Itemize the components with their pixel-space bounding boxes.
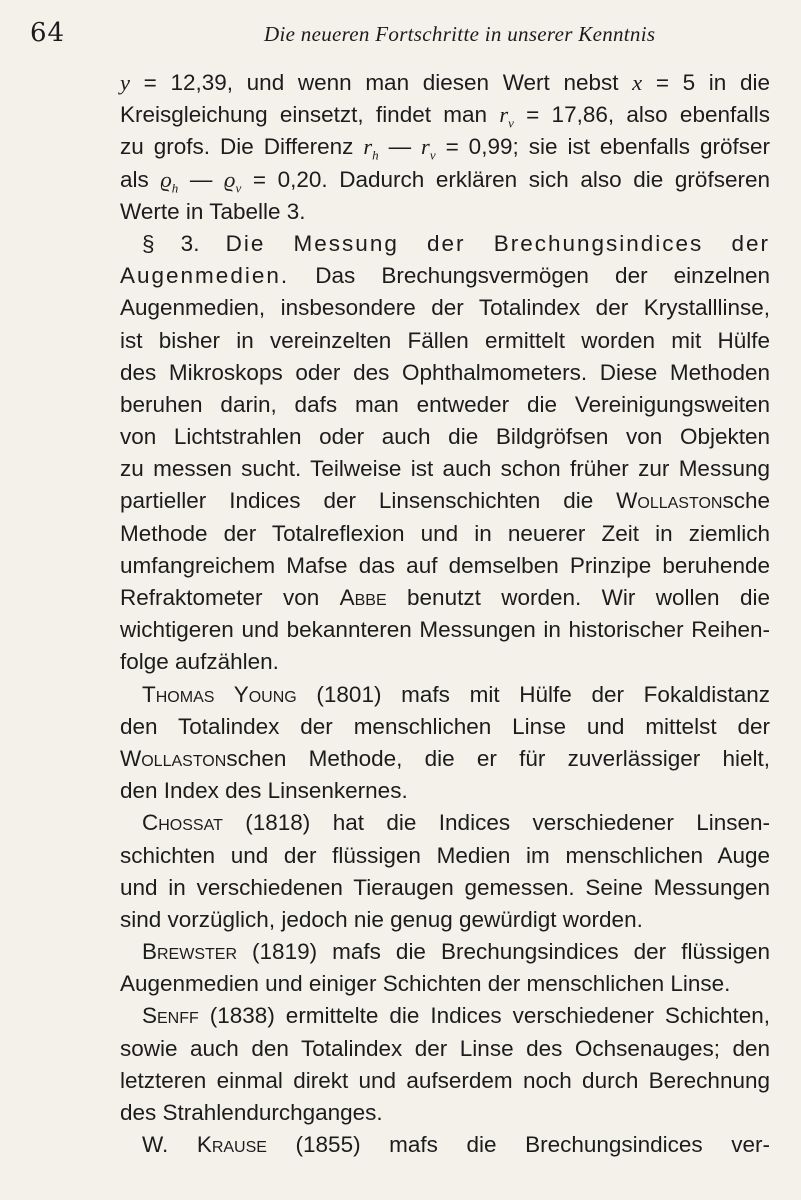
text-line: Chossat (1818) hat die Indices verschiedener Linsen- xyxy=(142,810,770,836)
text-line: schichten und der flüssigen Medien im menschlichen Auge xyxy=(120,842,770,868)
text-line: und in verschiedenen Tieraugen gemessen. Seine Messungen xyxy=(120,874,770,900)
section-heading: § 3. Die Messung der Brechungsindices der xyxy=(142,230,770,256)
body-text xyxy=(120,67,770,1161)
text-line: Augenmedien, insbesondere der Totalindex der Krystalllinse, xyxy=(120,295,770,321)
text-line: Methode der Totalreflexion und in neuerer Zeit in ziemlich xyxy=(120,520,770,546)
text-line: Brewster (1819) mafs die Brechungsindices der flüssigen xyxy=(142,939,770,965)
text-line: Wollastonschen Methode, die er für zuverlässiger hielt, xyxy=(120,745,770,771)
text-line: den Totalindex der menschlichen Linse und mittelst der xyxy=(120,713,770,739)
text-line: wichtigeren und bekannteren Messungen in historischer Reihen- xyxy=(120,617,770,643)
text-line: y = 12,39, und wenn man diesen Wert nebst x = 5 in die xyxy=(120,70,770,95)
text-line: zu grofs. Die Differenz $r_h$ — $r_v = 0,99$; sie ist ebenfalls gröfser xyxy=(120,134,770,163)
text-line: letzteren einmal direkt und aufserdem noch durch Berechnung xyxy=(120,1067,770,1093)
text-line: W. Krause (1855) mafs die Brechungsindices ver- xyxy=(142,1132,771,1158)
text-line: des Strahlendurchganges. xyxy=(120,1100,383,1125)
text-line: Senff (1838) ermittelte die Indices verschiedener Schichten, xyxy=(142,1003,770,1029)
text-line: ist bisher in vereinzelten Fällen ermittelt worden mit Hülfe xyxy=(120,327,770,353)
text-line: Werte in Tabelle 3. xyxy=(120,198,306,224)
page-number: 64 xyxy=(30,18,66,48)
text-line: umfangreichem Mafse das auf demselben Prinzipe beruhende xyxy=(120,552,770,578)
text-line: partieller Indices der Linsenschichten die Wollastonsche xyxy=(120,488,770,514)
text-line: sowie auch den Totalindex der Linse des Ochsenauges; den xyxy=(120,1035,770,1061)
text-line: den Index des Linsenkernes. xyxy=(120,778,408,804)
text-line: Thomas Young (1801) mafs mit Hülfe der Fokaldistanz xyxy=(142,681,770,707)
text-line: des Mikroskops oder des Ophthalmometers. Diese Methoden xyxy=(120,359,770,385)
text-line: folge aufzählen. xyxy=(120,649,279,675)
text-line: von Lichtstrahlen oder auch die Bildgröfsen von Objekten xyxy=(120,424,770,450)
text-line: als $ϱ_h$ — $ϱ_v = 0,20$. Dadurch erklären sich also die gröfseren xyxy=(120,166,770,196)
text-line: sind vorzüglich, jedoch nie genug gewürdigt worden. xyxy=(120,906,643,932)
page-header xyxy=(0,14,801,54)
text-line: zu messen sucht. Teilweise ist auch schon früher zur Messung xyxy=(120,456,770,482)
text-line: Augenmedien. Das Brechungsvermögen der einzelnen xyxy=(120,263,770,289)
text-line: Augenmedien und einiger Schichten der menschlichen Linse. xyxy=(120,971,731,997)
text-line: Kreisgleichung einsetzt, findet man $r_v = 17,86$, also ebenfalls xyxy=(120,102,771,131)
text-line: Refraktometer von Abbe benutzt worden. Wir wollen die xyxy=(120,585,770,610)
running-title: Die neueren Fortschritte in unserer Kenntnis xyxy=(264,22,656,46)
text-line: beruhen darin, dafs man entweder die Vereinigungsweiten xyxy=(120,391,770,417)
